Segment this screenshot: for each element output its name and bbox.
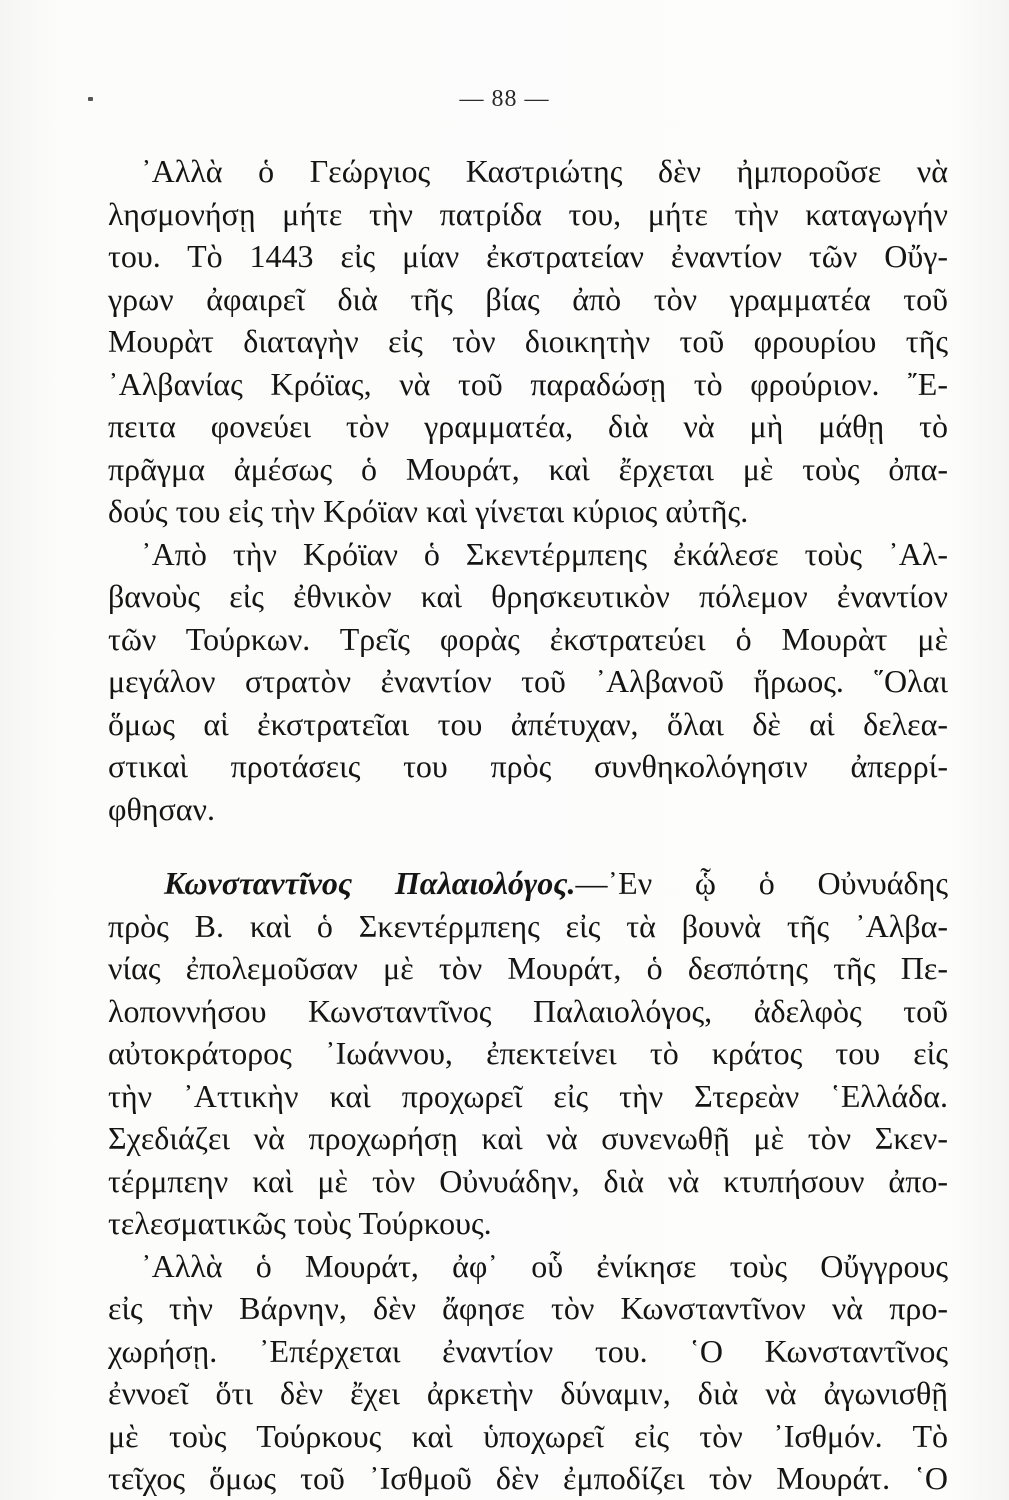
text-line: τῶν Τούρκων. Τρεῖς φορὰς ἐκστρατεύει ὁ Μουρὰτ μὲ	[108, 620, 948, 657]
paragraph	[108, 533, 948, 831]
text-line: μεγάλον στρατὸν ἐναντίον τοῦ ᾿Αλβανοῦ ἥρωος. ῞Ολαι	[108, 663, 948, 699]
text-line: του. Τὸ 1443 εἰς μίαν ἐκστρατείαν ἐναντίον τῶν Οὔγ-	[108, 238, 948, 274]
text-line: ᾿Αλλὰ ὁ Γεώργιος Καστριώτης δὲν ἠμποροῦσε νὰ	[141, 153, 948, 189]
text-line: Μουρὰτ διαταγὴν εἰς τὸν διοικητὴν τοῦ φρουρίου τῆς	[108, 323, 948, 359]
text-line: Σχεδιάζει νὰ προχωρήσῃ καὶ νὰ συνενωθῇ μὲ τὸν Σκεν-	[108, 1120, 948, 1156]
section-gap	[108, 830, 948, 862]
text-line: τὴν ᾿Αττικὴν καὶ προχωρεῖ εἰς τὴν Στερεὰν ῾Ελλάδα.	[108, 1077, 948, 1114]
section-first-line	[108, 862, 948, 905]
paragraph	[108, 1245, 948, 1500]
text-line: γρων ἀφαιρεῖ διὰ τῆς βίας ἀπὸ τὸν γραμματέα τοῦ	[108, 280, 948, 317]
text-line: λησμονήσῃ μήτε τὴν πατρίδα του, μήτε τὴν καταγωγήν	[108, 195, 948, 232]
text-line: νίας ἐπολεμοῦσαν μὲ τὸν Μουράτ, ὁ δεσπότης τῆς Πε-	[108, 950, 948, 986]
text-line: ᾿Αλβανίας Κρόϊας, νὰ τοῦ παραδώσῃ τὸ φρούριον. ῎Ε-	[108, 365, 948, 402]
text-line: στικαὶ προτάσεις του πρὸς συνθηκολόγησιν ἀπερρί-	[108, 748, 948, 784]
page-body	[108, 150, 948, 1500]
text-line: λοποννήσου Κωνσταντῖνος Παλαιολόγος, ἀδελφὸς τοῦ	[108, 992, 948, 1029]
section-heading: Κωνσταντῖνος Παλαιολόγος.	[164, 865, 576, 901]
text-line: βανοὺς εἰς ἐθνικὸν καὶ θρησκευτικὸν πόλεμον ἐναντίον	[108, 578, 948, 614]
text-line: πρὸς Β. καὶ ὁ Σκεντέρμπεης εἰς τὰ βουνὰ τῆς ᾿Αλβα-	[108, 907, 948, 944]
text-line: μὲ τοὺς Τούρκους καὶ ὑποχωρεῖ εἰς τὸν ᾿Ισθμόν. Τὸ	[108, 1417, 948, 1454]
page-number: — 88 —	[459, 86, 550, 112]
text-line: ἐννοεῖ ὅτι δὲν ἔχει ἀρκετὴν δύναμιν, διὰ νὰ ἀγωνισθῇ	[108, 1375, 948, 1411]
text-line: φθησαν.	[108, 790, 216, 827]
text-line: τεῖχος ὅμως τοῦ ᾿Ισθμοῦ δὲν ἐμποδίζει τὸν Μουράτ. ῾Ο	[108, 1460, 948, 1496]
text-line: πρᾶγμα ἀμέσως ὁ Μουράτ, καὶ ἔρχεται μὲ τοὺς ὀπα-	[108, 450, 948, 487]
text-line: αὐτοκράτορος ᾿Ιωάννου, ἐπεκτείνει τὸ κράτος του εἰς	[108, 1035, 948, 1071]
text-line: ὅμως αἱ ἐκστρατεῖαι του ἀπέτυχαν, ὅλαι δὲ αἱ δελεα-	[108, 705, 948, 742]
text-line: εἰς τὴν Βάρνην, δὲν ἄφησε τὸν Κωνσταντῖνον νὰ προ-	[108, 1290, 948, 1326]
paragraph	[108, 150, 948, 533]
text-line: τελεσματικῶς τοὺς Τούρκους.	[108, 1205, 492, 1241]
text-line: δούς του εἰς τὴν Κρόϊαν καὶ γίνεται κύριος αὐτῆς.	[108, 493, 749, 529]
text-line: τέρμπεην καὶ μὲ τὸν Οὐνυάδην, διὰ νὰ κτυπήσουν ἀπο-	[108, 1162, 948, 1199]
text-line: ᾿Απὸ τὴν Κρόϊαν ὁ Σκεντέρμπεης ἐκάλεσε τοὺς ᾿Αλ-	[141, 535, 948, 572]
section-first-line-rest: —᾿Εν ᾧ ὁ Οὐνυάδης	[575, 865, 949, 901]
paragraph-section	[108, 862, 948, 1245]
text-line: ᾿Αλλὰ ὁ Μουράτ, ἀφ᾿ οὗ ἐνίκησε τοὺς Οὔγγρους	[141, 1247, 948, 1284]
text-line: πειτα φονεύει τὸν γραμματέα, διὰ νὰ μὴ μάθῃ τὸ	[108, 408, 948, 444]
text-line: χωρήσῃ. ᾿Επέρχεται ἐναντίον του. ῾Ο Κωνσταντῖνος	[108, 1332, 948, 1369]
